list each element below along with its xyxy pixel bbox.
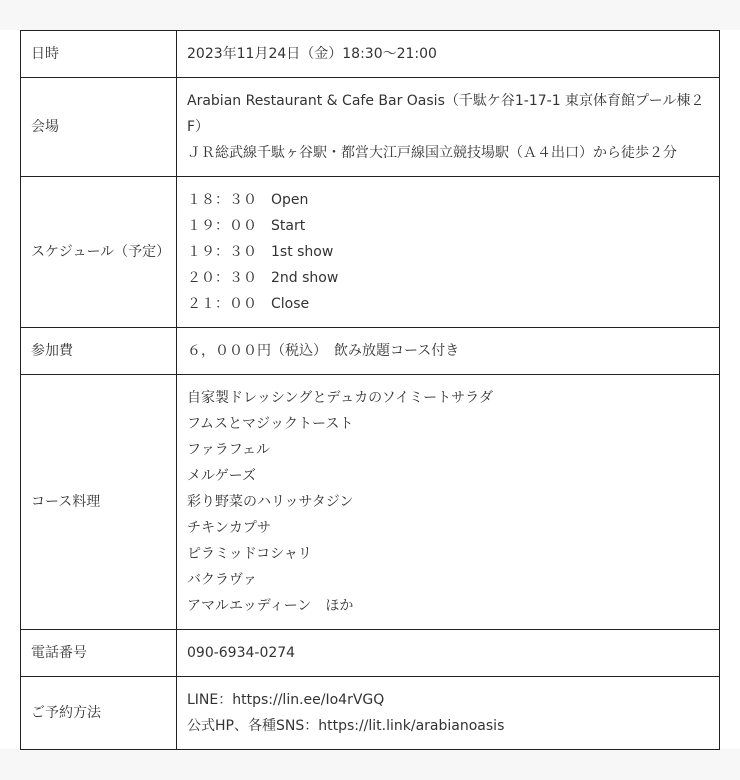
schedule-item: ２１：００ Close <box>187 296 310 312</box>
course-item: 彩り野菜のハリッサタジン <box>187 494 354 510</box>
value-fee <box>177 328 720 375</box>
course-item: ファラフェル <box>187 442 271 458</box>
course-item: ピラミッドコシャリ <box>187 546 312 562</box>
label-schedule: スケジュール（予定） <box>21 177 177 328</box>
label-course: コース料理 <box>21 375 177 630</box>
event-info-table <box>20 30 720 750</box>
table-row-fee <box>21 328 720 375</box>
course-item: アマルエッディーン ほか <box>187 598 354 614</box>
course-item: フムスとマジックトースト <box>187 416 354 432</box>
datetime-text: 2023年11月24日（金）18:30〜21:00 <box>187 46 437 62</box>
value-course <box>177 375 720 630</box>
table-row-reservation <box>21 677 720 750</box>
schedule-item: １９：００ Start <box>187 218 306 234</box>
label-fee: 参加費 <box>21 328 177 375</box>
course-item: メルゲーズ <box>187 468 257 484</box>
value-schedule <box>177 177 720 328</box>
reservation-line-link[interactable]: LINE：https://lin.ee/Io4rVGQ <box>187 692 385 708</box>
label-venue: 会場 <box>21 78 177 177</box>
schedule-item: １９：３０ 1st show <box>187 244 334 260</box>
label-datetime: 日時 <box>21 31 177 78</box>
reservation-web-link[interactable]: 公式HP、各種SNS：https://lit.link/arabianoasis <box>187 718 505 734</box>
venue-access: ＪＲ総武線千駄ヶ谷駅・都営大江戸線国立競技場駅（Ａ４出口）から徒歩２分 <box>187 145 677 161</box>
course-item: チキンカプサ <box>187 520 271 536</box>
label-phone: 電話番号 <box>21 630 177 677</box>
table-row-course <box>21 375 720 630</box>
table-row-phone <box>21 630 720 677</box>
value-reservation <box>177 677 720 750</box>
value-phone <box>177 630 720 677</box>
fee-text: ６，０００円（税込） 飲み放題コース付き <box>187 343 460 359</box>
schedule-item: １８：３０ Open <box>187 192 309 208</box>
phone-number: 090-6934-0274 <box>187 645 296 661</box>
course-item: バクラヴァ <box>187 572 257 588</box>
table-row-schedule <box>21 177 720 328</box>
value-venue <box>177 78 720 177</box>
venue-address: Arabian Restaurant & Cafe Bar Oasis（千駄ケ谷1-17-1 東京体育館プール棟２F） <box>187 93 705 135</box>
course-item: 自家製ドレッシングとデュカのソイミートサラダ <box>187 390 493 406</box>
value-datetime <box>177 31 720 78</box>
table-row-datetime <box>21 31 720 78</box>
schedule-item: ２０：３０ 2nd show <box>187 270 339 286</box>
label-reservation: ご予約方法 <box>21 677 177 750</box>
table-row-venue <box>21 78 720 177</box>
